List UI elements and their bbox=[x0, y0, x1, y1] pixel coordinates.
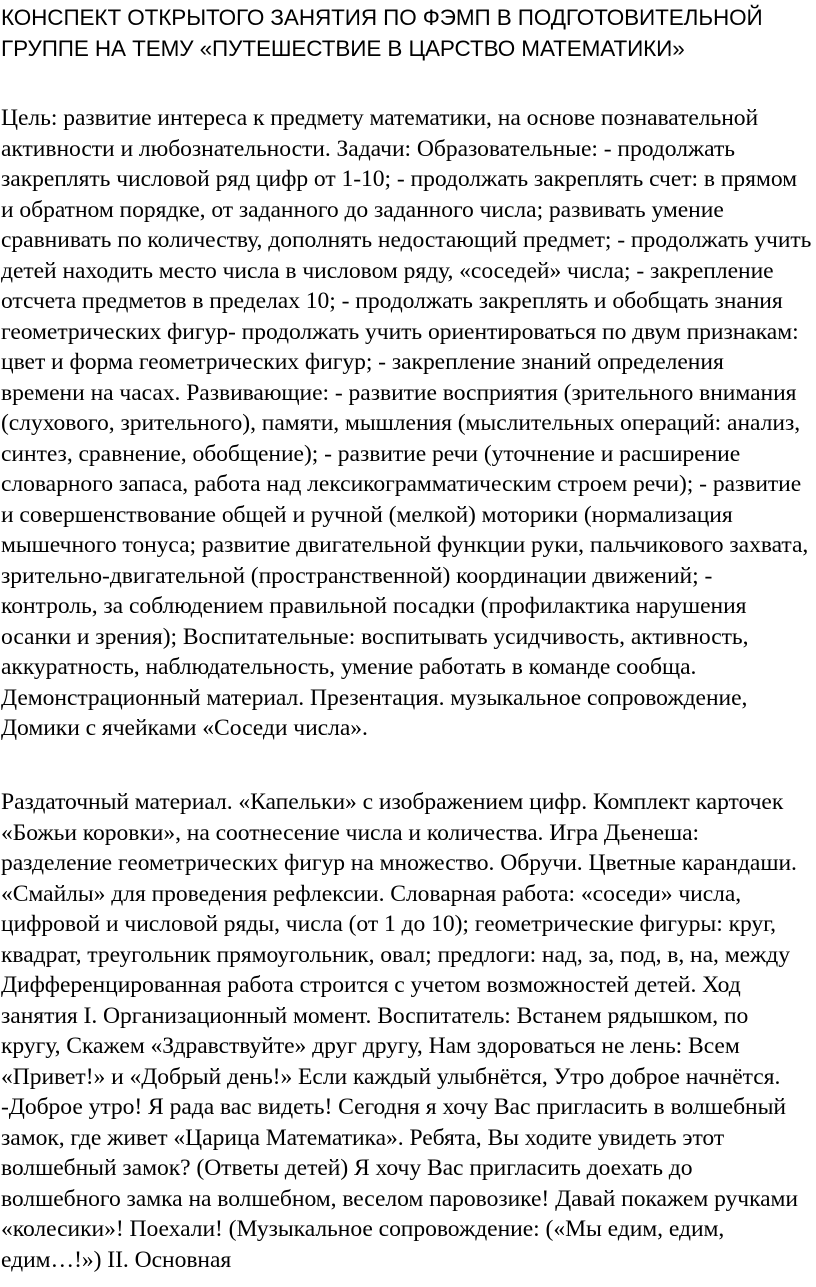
paragraph-materials-and-lesson: Раздаточный материал. «Капельки» с изображением цифр. Комплект карточек «Божьи коровки», на соотнесение числа и количества. Игра Дьенеша: разделение геометрических фигур на множество. Обручи. Цветные карандаши. «Смайлы» для проведения рефлексии. Словарная работа: «соседи» числа, цифровой и числовой ряды, числа (от 1 до 10); геометрические фигуры: круг, квадрат, треугольник прямоугольник, овал; предлоги: над, за, под, в, на, между Дифференцированная работа строится с учетом возможностей детей. Ход занятия I. Организационный момент. Воспитатель: Встанем рядышком, по кругу, Скажем «Здравствуйте» друг другу, Нам здороваться не лень: Всем «Привет!» и «Добрый день!» Если каждый улыбнётся, Утро доброе начнётся. -Доброе утро! Я рада вас видеть! Сегодня я хочу Вас пригласить в волшебный замок, где живет «Царица Математика». Ребята, Вы ходите увидеть этот волшебный замок? (Ответы детей) Я хочу Вас пригласить доехать до волшебного замка на волшебном, веселом паровозике! Давай покажем ручками «колесики»! Поехали! (Музыкальное сопровождение: («Мы едим, едим, едим…!») II. Основная bbox=[1, 789, 798, 1273]
document-title: КОНСПЕКТ ОТКРЫТОГО ЗАНЯТИЯ ПО ФЭМП В ПОДГОТОВИТЕЛЬНОЙ ГРУППЕ НА ТЕМУ «ПУТЕШЕСТВИЕ В ЦАРСТВО МАТЕМАТИКИ» bbox=[1, 5, 763, 61]
paragraph-goals: Цель: развитие интереса к предмету математики, на основе познавательной активности и любознательности. Задачи: Образовательные: - продолжать закреплять числовой ряд цифр от 1-10; - продолжать закреплять счет: в прямом и обратном порядке, от заданного до заданного числа; развивать умение сравнивать по количеству, дополнять недостающий предмет; - продолжать учить детей находить место числа в числовом ряду, «соседей» числа; - закрепление отсчета предметов в пределах 10; - продолжать закреплять и обобщать знания геометрических фигур- продолжать учить ориентироваться по двум признакам: цвет и форма геометрических фигур; - закрепление знаний определения времени на часах. Развивающие: - развитие восприятия (зрительного внимания (слухового, зрительного), памяти, мышления (мыслительных операций: анализ, синтез, сравнение, обобщение); - развитие речи (уточнение и расширение словарного запаса, работа над лексикограмматическим строем речи); - развитие и совершенствование общей и ручной (мелкой) моторики (нормализация мышечного тонуса; развитие двигательной функции руки, пальчикового захвата, зрительно-двигательной (пространственной) координации движений; - контроль, за соблюдением правильной посадки (профилактика нарушения осанки и зрения); Воспитательные: воспитывать усидчивость, активность, аккуратность, наблюдательность, умение работать в команде сообща. Демонстрационный материал. Презентация. музыкальное сопровождение, Домики с ячейками «Соседи числа». bbox=[1, 105, 812, 741]
